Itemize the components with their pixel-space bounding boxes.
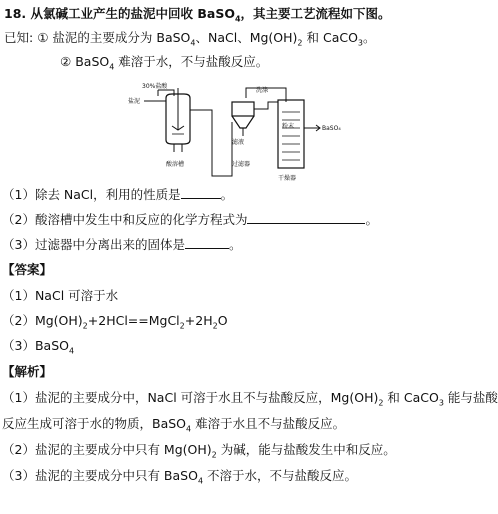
- product-label: BaSO₄: [322, 125, 341, 132]
- analysis-3: （3）盐泥的主要成分中只有 BaSO$_4$ 不溶于水，不与盐酸反应。: [2, 468, 358, 486]
- known-item-1: 已知: ① 盐泥的主要成分为 BaSO$_4$、NaCl、$Mg(OH)_2$ 和 CaCO$_3$。: [4, 30, 376, 48]
- tank-label: 酸溶槽: [166, 161, 185, 168]
- powder-label: 粉末: [282, 123, 295, 130]
- answer-blank-2[interactable]: [247, 211, 365, 224]
- filter-label: 过滤器: [232, 161, 251, 168]
- question-stem-text: 从氯碱工业产生的盐泥中回收 BaSO: [30, 6, 235, 21]
- analysis-1-line-1: （1）盐泥的主要成分中，NaCl 可溶于水且不与盐酸反应，$Mg(OH)_2$ 和 CaCO$_3$ 能与盐酸: [2, 390, 498, 408]
- dryer-label: 干燥器: [278, 175, 297, 182]
- mud-label: 盐泥: [128, 98, 141, 105]
- known-item2-marker: ②: [60, 54, 72, 69]
- sub-question-2: （2）酸溶槽中发生中和反应的化学方程式为 。: [2, 212, 378, 227]
- question-number: 18.: [4, 6, 27, 21]
- answer-blank-3[interactable]: [185, 236, 229, 249]
- answer-1: （1）NaCl 可溶于水: [2, 288, 119, 303]
- question-stem: 18. 从氯碱工业产生的盐泥中回收 BaSO$_4$，其主要工艺流程如下图。: [4, 6, 391, 24]
- analysis-1-line-2: 反应生成可溶于水的物质，BaSO$_4$ 难溶于水且不与盐酸反应。: [2, 416, 346, 434]
- acid-label: 30%盐酸: [142, 83, 168, 90]
- sub-question-1: （1）除去 NaCl，利用的性质是 。: [2, 187, 234, 202]
- known-label: 已知:: [4, 30, 34, 45]
- answer-3: （3）BaSO$_4$: [2, 338, 75, 356]
- analysis-header: 【解析】: [2, 364, 53, 379]
- answer-header: 【答案】: [2, 262, 53, 277]
- filter-icon: [232, 102, 254, 136]
- process-flow-diagram: [128, 80, 360, 190]
- sub-question-3: （3）过滤器中分离出来的固体是 。: [2, 237, 242, 252]
- known-item1-marker: ①: [37, 30, 49, 45]
- dryer-icon: [278, 100, 304, 168]
- known-item-2: ② BaSO$_4$ 难溶于水，不与盐酸反应。: [60, 54, 269, 72]
- analysis-2: （2）盐泥的主要成分中只有 $Mg(OH)_2$ 为碱，能与盐酸发生中和反应。: [2, 442, 396, 460]
- wash-label: 洗涤: [256, 87, 269, 94]
- filtrate-label: 滤液: [232, 139, 245, 146]
- answer-2: $(2)Mg(OH)_2+2HCl==MgCl_2+2H_2O$: [2, 313, 228, 331]
- answer-blank-1[interactable]: [181, 186, 221, 199]
- acid-tank-icon: [166, 88, 190, 152]
